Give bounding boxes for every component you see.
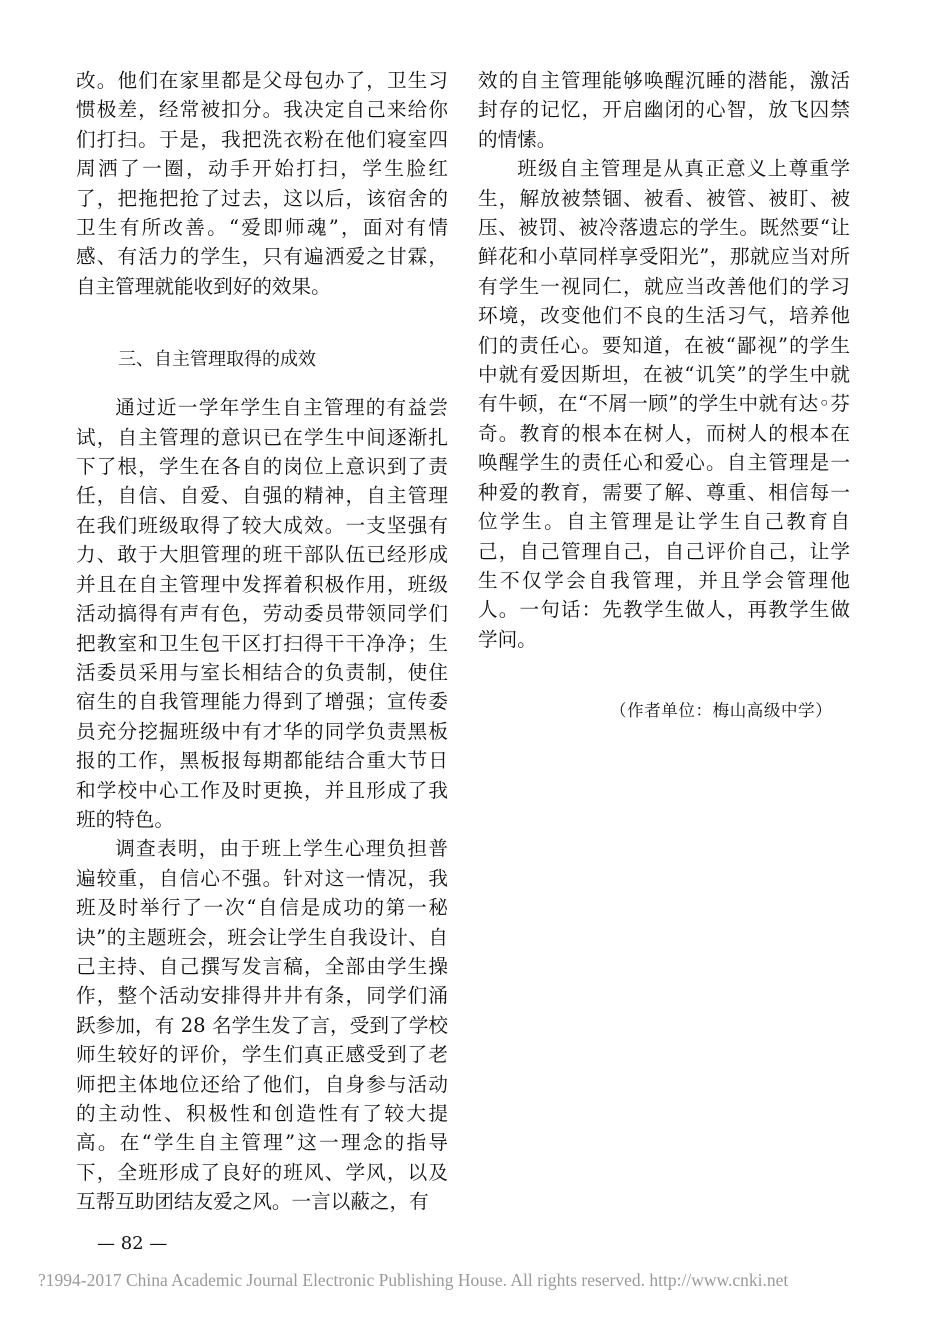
author-affiliation: （作者单位：梅山高级中学） (610, 701, 833, 720)
page-number: — 82 — (97, 1233, 168, 1254)
paragraph-survey: 调查表明，由于班上学生心理负担普遍较重，自信心不强。针对这一情况，我班及时举行了一次“自信是成功的第一秘诀”的主题班会，班会让学生自我设计、自己主持、自己撰写发言稿，全部由学生操作，整个活动安排得井井有条，同学们涌跃参加，有 28 名学生发了言，受到了学校师生较好的评价，学生们真正感受到了老师把主体地位还给了他们，自身参与活动的主动性、积极性和创造性有了较大提高。在“学生自主管理”这一理念的指导下，全班形成了良好的班风、学风，以及互帮互助团结友爱之风。一言以蔽之，有 (76, 837, 448, 1214)
copyright-footer: ?1994-2017 China Academic Journal Electronic Publishing House. All rights reserved. http://www.cnki.net (38, 1270, 789, 1290)
paragraph-continued: 改。他们在家里都是父母包办了，卫生习惯极差，经常被扣分。我决定自己来给你们打扫。于是，我把洗衣粉在他们寝室四周洒了一圈，动手开始打扫，学生脸红了，把拖把抢了过去，这以后，该宿舍的卫生有所改善。“爱即师魂”，面对有情感、有活力的学生，只有遍洒爱之甘霖，自主管理就能收到好的效果。 (76, 69, 448, 298)
paragraph-achievements: 通过近一学年学生自主管理的有益尝试，自主管理的意识已在学生中间逐渐扎下了根，学生在各自的岗位上意识到了责任，自信、自爱、自强的精神，自主管理在我们班级取得了较大成效。一支坚强有力、敢于大胆管理的班干部队伍已经形成并且在自主管理中发挥着积极作用，班级活动搞得有声有色，劳动委员带领同学们把教室和卫生包干区打扫得干干净净；生活委员采用与室长相结合的负责制，使住宿生的自我管理能力得到了增强；宣传委员充分挖掘班级中有才华的同学负责黑板报的工作，黑板报每期都能结合重大节日和学校中心工作及时更换，并且形成了我班的特色。 (76, 396, 448, 831)
paragraph-respect: 班级自主管理是从真正意义上尊重学生，解放被禁锢、被看、被管、被盯、被压、被罚、被冷落遗忘的学生。既然要“让鲜花和小草同样享受阳光”，那就应当对所有学生一视同仁，就应当改善他们的学习环境，改变他们不良的生活习气，培养他们的责任心。要知道，在被“鄙视”的学生中就有爱因斯坦，在被“讥笑”的学生中就有牛顿，在“不屑一顾”的学生中就有达◦芬奇。教育的根本在树人，而树人的根本在唤醒学生的责任心和爱心。自主管理是一种爱的教育，需要了解、尊重、相信每一位学生。自主管理是让学生自己教育自己，自己管理自己，自己评价自己，让学生不仅学会自我管理，并且学会管理他人。一句话：先教学生做人，再教学生做学问。 (478, 157, 850, 651)
paragraph-continued-right: 效的自主管理能够唤醒沉睡的潜能，激活封存的记忆，开启幽闭的心智，放飞囚禁的情愫。 (478, 69, 850, 151)
section-heading: 三、自主管理取得的成效 (118, 349, 316, 370)
left-column (76, 66, 448, 1217)
right-column (478, 66, 850, 654)
